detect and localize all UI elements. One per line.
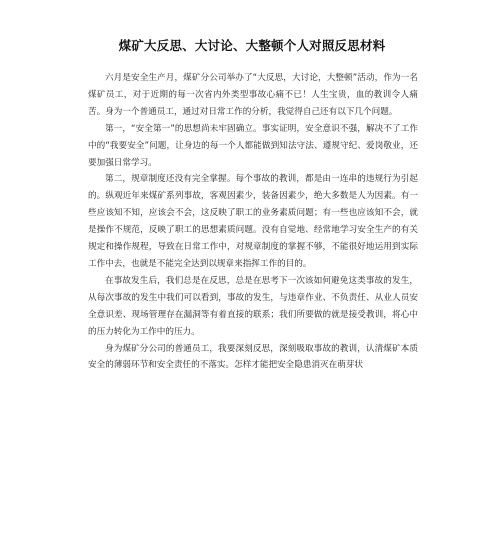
paragraph: 六月是安全生产月，煤矿分公司举办了“大反思，大讨论，大整顿”活动，作为一名煤矿员工，对于近期的每一次省内外类型事故心痛不已！人生宝贵，血的教训令人痛苦。身为一个普通员工，通过对日常工作的分析，我觉得自己还有以下几个问题。 <box>88 73 418 117</box>
document-title: 煤矿大反思、大讨论、大整顿个人对照反思材料 <box>118 38 386 53</box>
paragraph: 在事故发生后，我们总是在反思，总是在思考下一次该如何避免这类事故的发生，从每次事故的发生中我们可以看到，事故的发生，与违章作业、不负责任、从业人员安全意识差、现场管理存在漏洞等有着直接的联系；我们所要做的就是接受教训，将心中的压力转化为工作中的压力。 <box>88 275 418 337</box>
paragraph: 身为煤矿分公司的普通员工，我要深刻反思，深刻吸取事故的教训，认清煤矿本质安全的薄弱环节和安全责任的不落实。怎样才能把安全隐患消灭在萌芽状 <box>88 343 418 371</box>
paragraph: 第一，“安全第一”的思想尚未牢固确立。事实证明，安全意识不强，解决不了工作中的“我要安全”问题，让身边的每一个人都能做到知法守法、遵规守纪、爱岗敬业，还要加强日常学习。 <box>88 123 418 168</box>
document-body <box>88 70 418 374</box>
paragraph: 第二，规章制度还没有完全掌握。每个事故的教训，都是由一连串的违规行为引起的。纵观近年来煤矿系列事故，客观因素少，装备因素少，绝大多数是人为因素。有一些应该知不知，应该会不会，这反映了职工的业务素质问题；有一些也应该知不会，就是操作不规范，反映了职工的思想素质问题。没有自觉地、经常地学习安全生产的有关规定和操作规程，导致在日常工作中，对规章制度的掌握不够，不能很好地运用到实际工作中去，也就是不能完全达到以规章来指挥工作的目的。 <box>88 174 418 269</box>
